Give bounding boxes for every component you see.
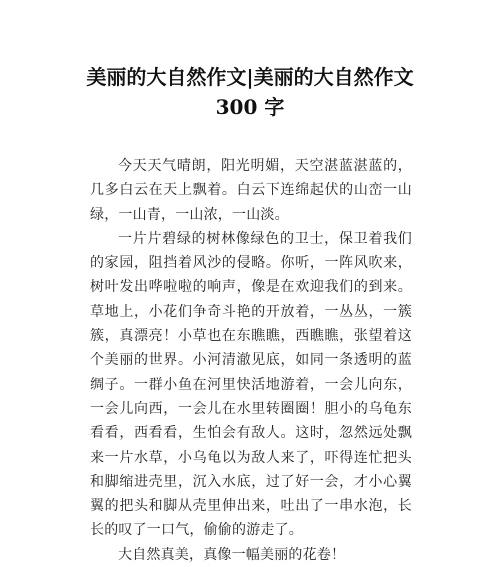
document-body <box>90 154 412 567</box>
paragraph-1: 今天天气晴朗，阳光明媚，天空湛蓝湛蓝的，几多白云在天上飘着。白云下连绵起伏的山峦一山绿，一山青，一山浓，一山淡。 <box>90 158 412 223</box>
paragraph-3: 大自然真美，真像一幅美丽的花卷！ <box>118 546 346 563</box>
title-line-2: 300 字 <box>215 95 285 119</box>
document-title <box>40 62 460 122</box>
paragraph-2: 一片片碧绿的树林像绿色的卫士，保卫着我们的家园，阻挡着风沙的侵略。你听，一阵风吹来，树叶发出哗啦啦的响声，像是在欢迎我们的到来。草地上，小花们争奇斗艳的开放着，一丛丛，一簇簇，真漂亮！小草也在东瞧瞧，西瞧瞧，张望着这个美丽的世界。小河清澈见底，如同一条透明的蓝绸子。一群小鱼在河里快活地游着，一会儿向东，一会儿向西，一会儿在水里转圈圈！胆小的乌龟东看看，西看看，生怕会有敌人。这时，忽然远处飘来一片水草，小乌龟以为敌人来了，吓得连忙把头和脚缩进壳里，沉入水底，过了好一会，才小心翼翼的把头和脚从壳里伸出来，吐出了一串水泡，长长的叹了一口气，偷偷的游走了。 <box>90 230 412 539</box>
title-line-1: 美丽的大自然作文|美丽的大自然作文 <box>86 65 414 89</box>
